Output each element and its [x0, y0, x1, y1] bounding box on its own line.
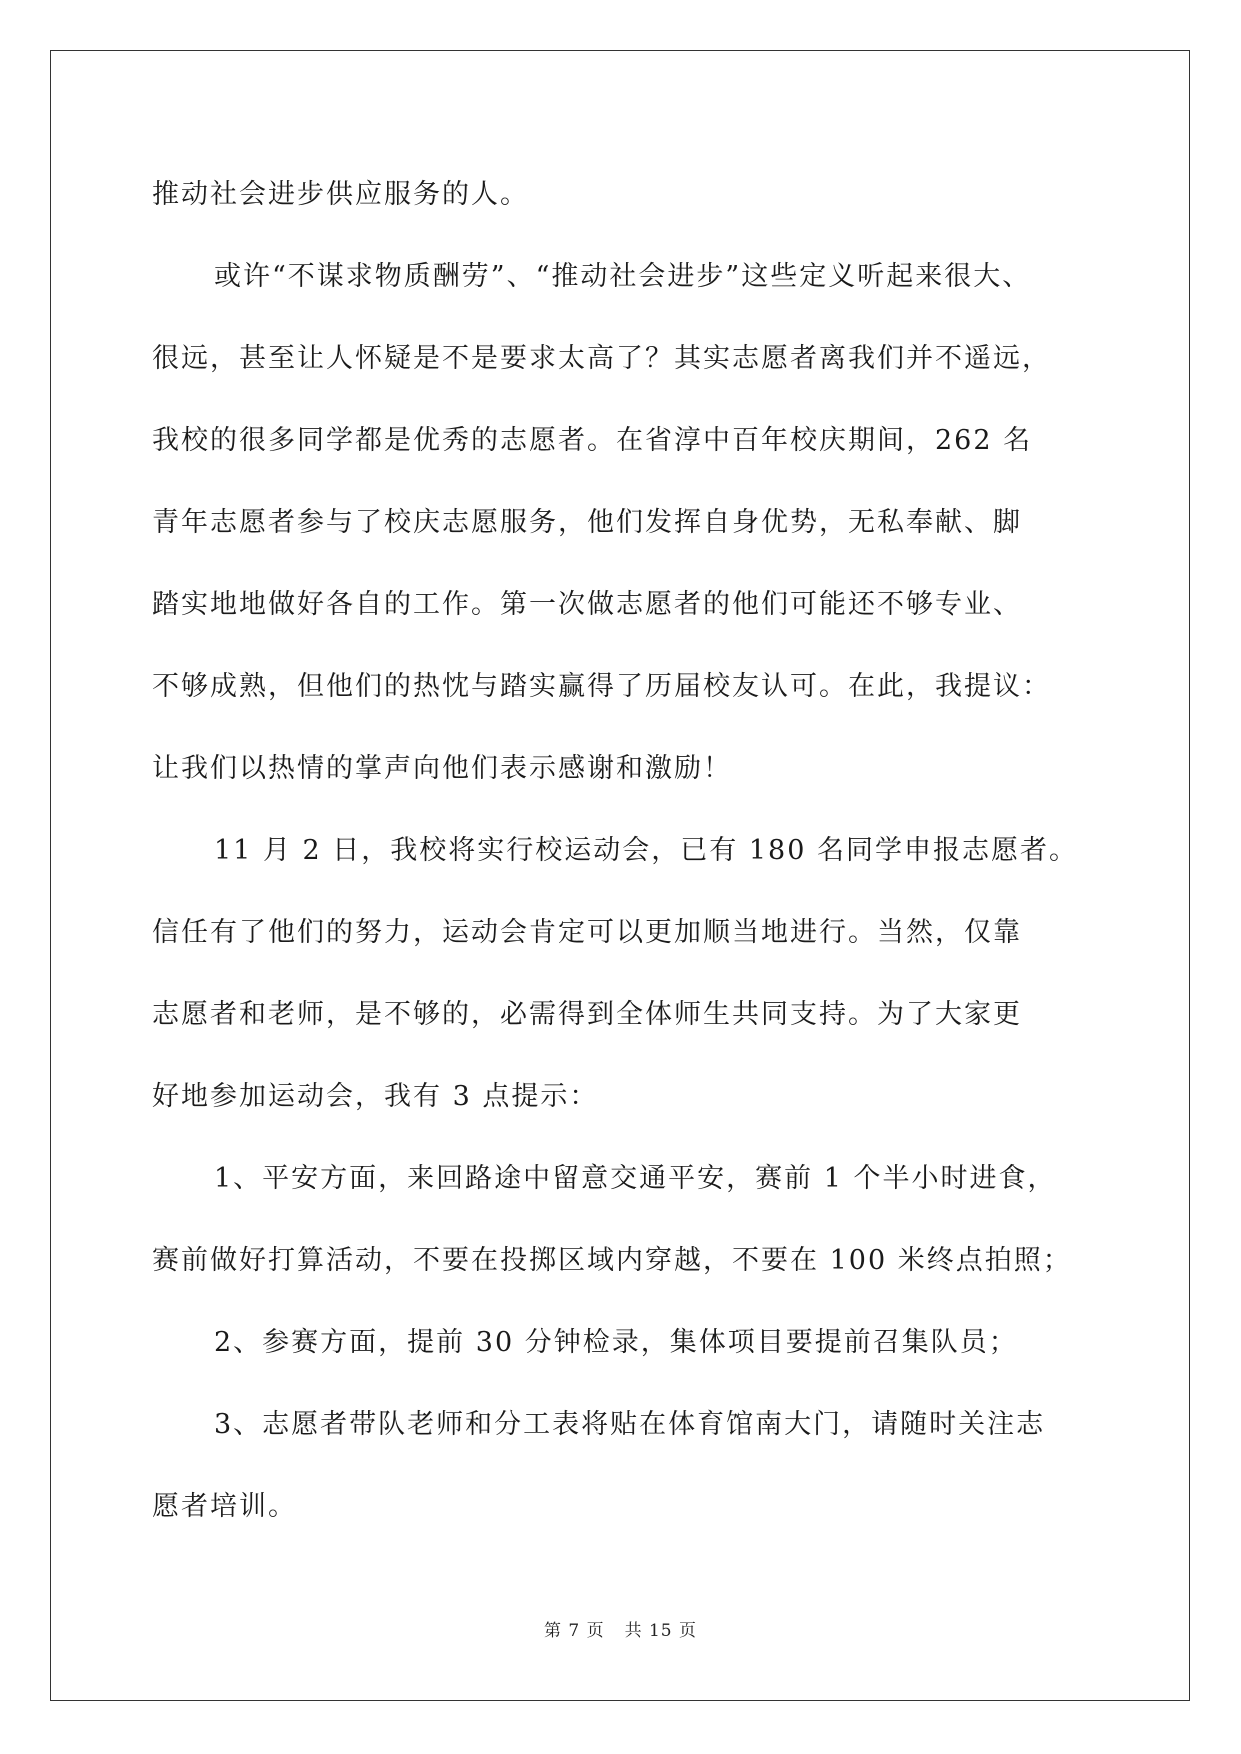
- text-line: 愿者培训。: [152, 1491, 297, 1522]
- text-line: 赛前做好打算活动，不要在投掷区域内穿越，不要在 100 米终点拍照；: [152, 1245, 1072, 1276]
- document-body: [152, 160, 1102, 1548]
- text-line: 志愿者和老师，是不够的，必需得到全体师生共同支持。为了大家更: [152, 999, 1022, 1030]
- text-line: 踏实地地做好各自的工作。第一次做志愿者的他们可能还不够专业、: [152, 589, 1022, 620]
- page-footer: [0, 1616, 1241, 1641]
- text-line: 或许“不谋求物质酬劳”、“推动社会进步”这些定义听起来很大、: [214, 261, 1032, 292]
- text-line: 很远，甚至让人怀疑是不是要求太高了？其实志愿者离我们并不遥远，: [152, 343, 1051, 374]
- text-line: 不够成熟，但他们的热忱与踏实赢得了历届校友认可。在此，我提议：: [152, 671, 1051, 702]
- text-line: 好地参加运动会，我有 3 点提示：: [152, 1081, 599, 1112]
- text-line: 推动社会进步供应服务的人。: [152, 179, 529, 210]
- page-number-current: 第 7 页: [543, 1621, 605, 1641]
- text-line: 1、平安方面，来回路途中留意交通平安，赛前 1 个半小时进食，: [214, 1163, 1057, 1194]
- text-line: 青年志愿者参与了校庆志愿服务，他们发挥自身优势，无私奉献、脚: [152, 507, 1022, 538]
- text-line: 3、志愿者带队老师和分工表将贴在体育馆南大门，请随时关注志: [214, 1409, 1046, 1440]
- text-line: 让我们以热情的掌声向他们表示感谢和激励！: [152, 753, 732, 784]
- text-line: 信任有了他们的努力，运动会肯定可以更加顺当地进行。当然，仅靠: [152, 917, 1022, 948]
- text-line: 11 月 2 日，我校将实行校运动会，已有 180 名同学申报志愿者。: [214, 835, 1078, 866]
- text-line: 我校的很多同学都是优秀的志愿者。在省淳中百年校庆期间，262 名: [152, 425, 1033, 456]
- text-line: 2、参赛方面，提前 30 分钟检录，集体项目要提前召集队员；: [214, 1327, 1018, 1358]
- page-number-total: 共 15 页: [624, 1621, 698, 1641]
